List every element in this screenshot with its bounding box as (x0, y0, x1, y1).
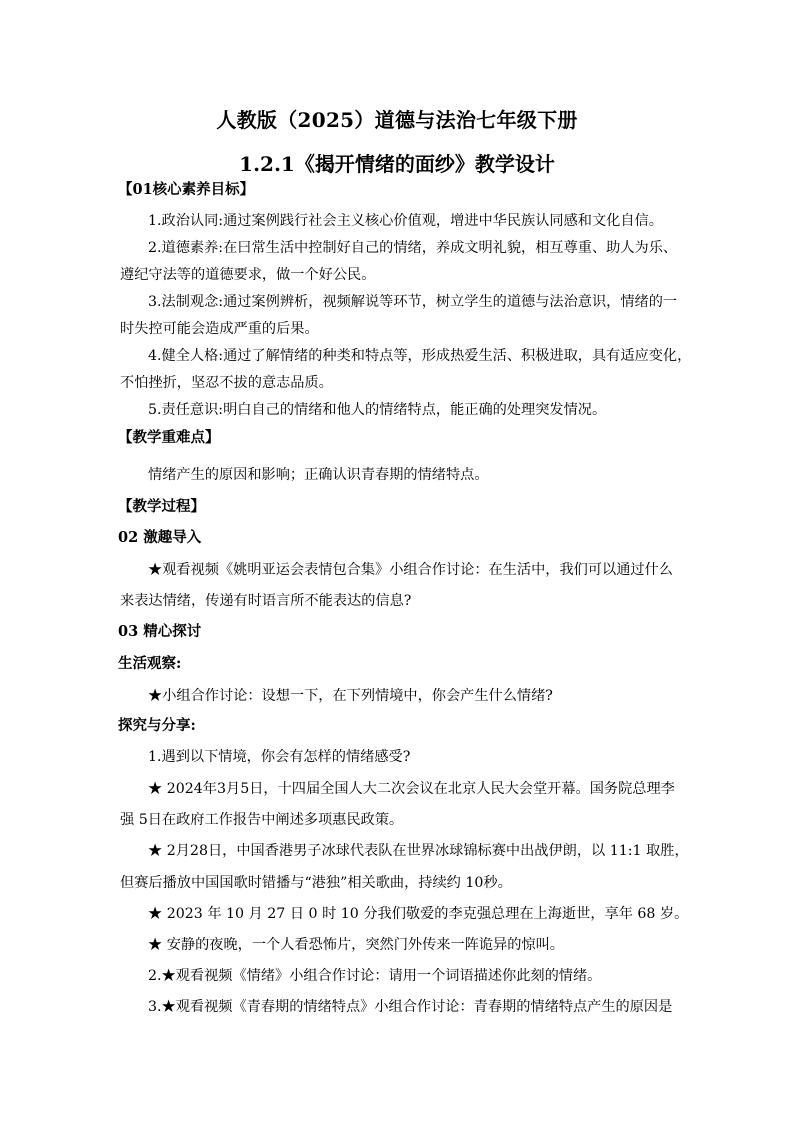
goal-line: 时失控可能会造成严重的后果。 (120, 321, 319, 337)
process-heading: 【教学过程】 (118, 498, 205, 515)
intro-line: 来表达情绪，传递有时语言所不能表达的信息? (120, 593, 412, 609)
life-observation-heading: 生活观察: (118, 655, 182, 672)
share-line: ★ 2024年3月5日，十四届全国人大二次会议在北京人民大会堂开幕。国务院总理李 (148, 781, 675, 797)
share-line: ★ 2月28日，中国香港男子冰球代表队在世界冰球锦标赛中出战伊朗，以 11:1 取胜， (148, 843, 689, 859)
share-heading: 探究与分享: (118, 717, 196, 734)
share-line: ★ 安静的夜晚，一个人看恐怖片，突然门外传来一阵诡异的惊叫。 (148, 937, 564, 953)
goal-line: 2.道德素养:在曰常生活中控制好自己的情绪，养成文明礼貌，相互尊重、助人为乐、 (148, 240, 678, 256)
share-line: 3.★观看视频《青春期的情绪特点》小组合作讨论：青春期的情绪特点产生的原因是 (148, 999, 673, 1015)
share-line: ★ 2023 年 10 月 27 日 0 时 10 分我们敬爱的李克强总理在上海逝世，享年 68 岁。 (148, 906, 689, 922)
life-observation-text: ★小组合作讨论：设想一下，在下列情境中，你会产生什么情绪? (148, 688, 553, 704)
document-title: 人教版（2025）道德与法治七年级下册 (216, 108, 578, 132)
lesson-title: 1.2.1《揭开情绪的面纱》教学设计 (239, 152, 555, 176)
goals-heading: 【01核心素养目标】 (118, 181, 255, 198)
share-line: 但赛后播放中国国歌时错播与“港独”相关歌曲，持续约 10秒。 (120, 875, 512, 891)
goal-line: 4.健全人格:通过了解情绪的种类和特点等，形成热爱生活、积极进取，具有适应变化， (148, 348, 692, 364)
goal-line: 1.政治认同:通过案例践行社会主义核心价值观，增进中华民族认同感和文化自信。 (148, 213, 663, 229)
share-line: 1.遇到以下情境，你会有怎样的情绪感受? (148, 749, 411, 765)
goal-line: 5.责任意识:明白自己的情绪和他人的情绪特点，能正确的处理突发情况。 (148, 402, 607, 418)
explore-heading: 03 精心探讨 (118, 623, 202, 640)
key-points-text: 情绪产生的原因和影响；正确认识青春期的情绪特点。 (148, 467, 489, 483)
intro-heading: 02 激趣导入 (118, 529, 202, 546)
share-line: 2.★观看视频《情绪》小组合作讨论：请用一个词语描述你此刻的情绪。 (148, 968, 602, 984)
key-points-heading: 【教学重难点】 (118, 429, 220, 446)
share-line: 强 5日在政府工作报告中阐述多项惠民政策。 (120, 812, 404, 828)
goal-line: 3.法制观念:通过案例辨析，视频解说等环节，树立学生的道德与法治意识，情绪的一 (148, 294, 678, 310)
goal-line: 不怕挫折，坚忍不拔的意志品质。 (120, 375, 333, 391)
goal-line: 遵纪守法等的道德要求，做一个好公民。 (120, 267, 376, 283)
intro-line: ★观看视频《姚明亚运会表情包合集》小组合作讨论：在生活中，我们可以通过什么 (148, 562, 673, 578)
